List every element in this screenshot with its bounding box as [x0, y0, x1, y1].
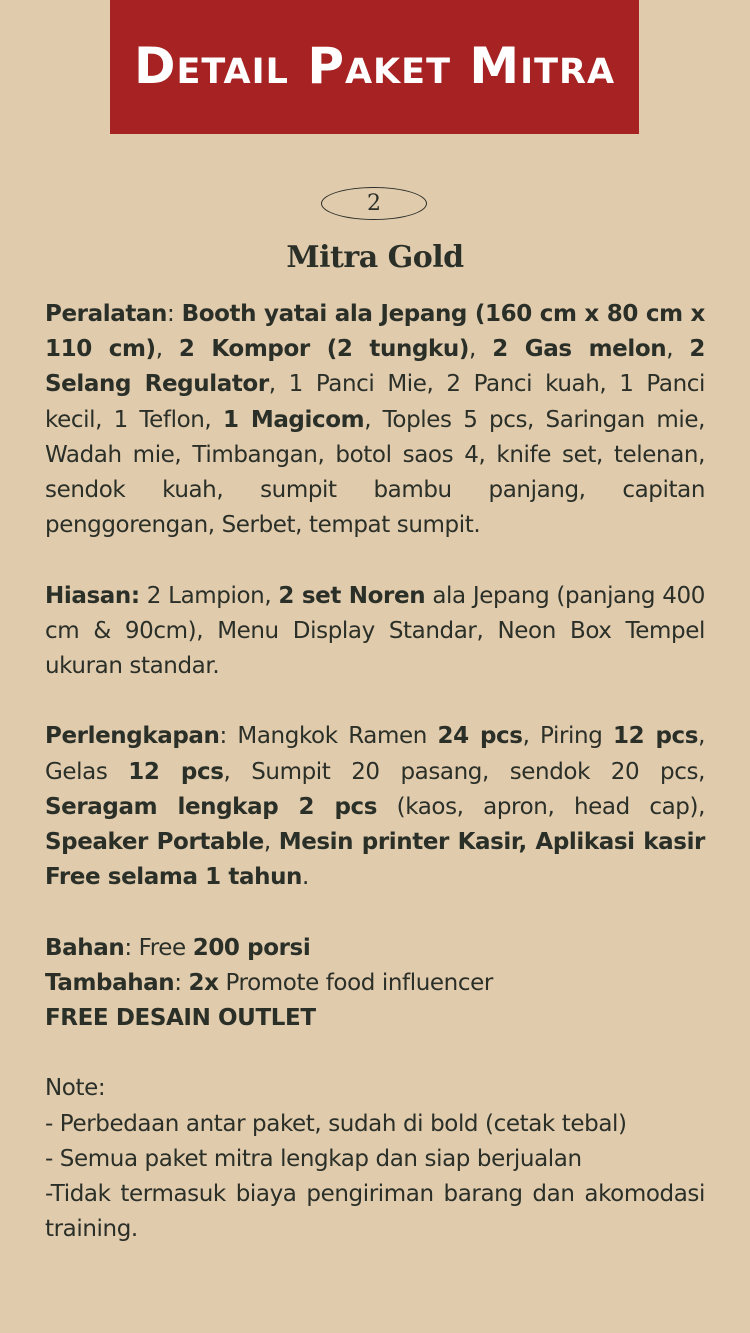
peralatan-section: Peralatan: Booth yatai ala Jepang (160 cm x 80 cm x 110 cm), 2 Kompor (2 tungku), 2 Gas melon, 2 Selang Regulator, 1 Panci Mie, 2 Panci kuah, 1 Panci kecil, 1 Teflon, 1 Magicom, Toples 5 pcs, Saringan mie, Wadah mie, Timbangan, botol saos 4, knife set, telenan, sendok kuah, sumpit bambu panjang, capitan penggorengan, Serbet, tempat sumpit. — [45, 301, 705, 539]
spacer — [45, 684, 705, 719]
tambahan-label: Tambahan — [45, 969, 175, 996]
peralatan-label: Peralatan — [45, 301, 168, 327]
spacer — [45, 543, 705, 578]
note-title: Note: — [45, 1075, 106, 1102]
package-details — [45, 297, 705, 1247]
tambahan-line: Tambahan: 2x Promote food influencer — [45, 969, 493, 996]
package-number-badge: 2 — [321, 187, 427, 220]
package-name: Mitra Gold — [286, 240, 464, 275]
spacer — [45, 1036, 705, 1071]
note-line: - Semua paket mitra lengkap dan siap berjualan — [45, 1145, 582, 1172]
hiasan-section: Hiasan: 2 Lampion, 2 set Noren ala Jepang (panjang 400 cm & 90cm), Menu Display Standar, Neon Box Tempel ukuran standar. — [45, 582, 705, 680]
header-banner — [110, 0, 639, 134]
page-title: Detail Paket Mitra — [133, 37, 616, 95]
perlengkapan-section: Perlengkapan: Mangkok Ramen 24 pcs, Piring 12 pcs, Gelas 12 pcs, Sumpit 20 pasang, sendok 20 pcs, Seragam lengkap 2 pcs (kaos, apron, head cap), Speaker Portable, Mesin printer Kasir, Aplikasi kasir Free selama 1 tahun. — [45, 723, 705, 891]
perlengkapan-label: Perlengkapan — [45, 723, 220, 750]
note-line: - Perbedaan antar paket, sudah di bold (cetak tebal) — [45, 1110, 627, 1137]
note-line: -Tidak termasuk biaya pengiriman barang dan akomodasi training. — [45, 1181, 705, 1243]
bahan-line: Bahan: Free 200 porsi — [45, 934, 311, 961]
hiasan-label: Hiasan: — [45, 582, 140, 609]
free-desain-line: FREE DESAIN OUTLET — [45, 1005, 316, 1032]
spacer — [45, 895, 705, 930]
bahan-label: Bahan — [45, 934, 125, 961]
